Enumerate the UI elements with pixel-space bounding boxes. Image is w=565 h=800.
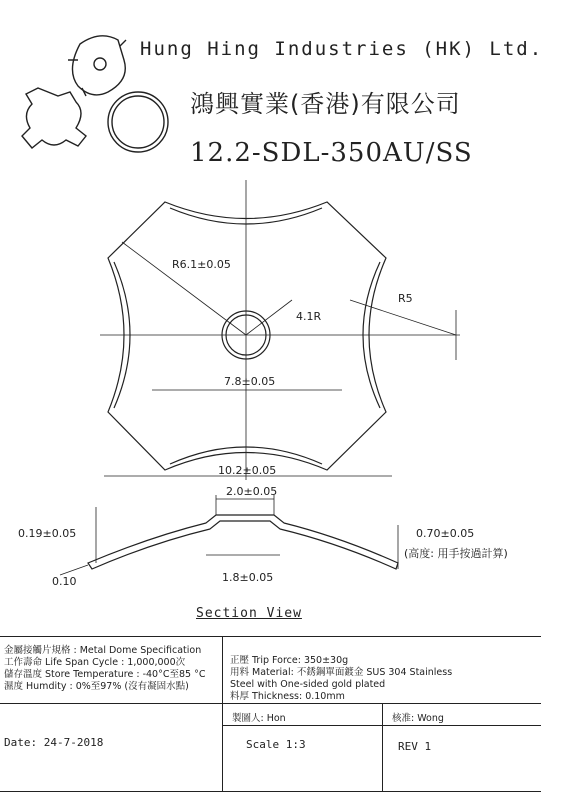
dome-thumbnails [0, 0, 190, 170]
spec-right-2: Steel with One-sided gold plated [230, 679, 386, 690]
bottom-width-label: 1.8±0.05 [222, 571, 274, 584]
spec-right-1: 用料 Material: 不銹鋼單面鍍金 SUS 304 Stainless [230, 667, 453, 678]
title-block [0, 636, 541, 792]
three-leg-dome-icon [68, 36, 126, 96]
outer-width-label: 10.2±0.05 [218, 464, 277, 477]
date: Date: 24-7-2018 [4, 736, 104, 749]
company-name-chinese: 鴻興實業(香港)有限公司 [190, 90, 461, 118]
spec-left-3: 濕度 Humdity : 0%至97% (沒有凝固水點) [4, 681, 189, 692]
company-name-english: Hung Hing Industries (HK) Ltd. [140, 38, 544, 60]
inner-radius-label: 4.1R [296, 310, 322, 323]
height-note: (高度: 用手按過計算) [404, 547, 508, 560]
section-view-drawing [0, 485, 565, 605]
checked-by: 核准: Wong [392, 713, 444, 724]
round-dome-icon [108, 92, 168, 152]
spec-left-0: 金屬接觸片規格 : Metal Dome Specification [4, 645, 202, 656]
top-width-label: 2.0±0.05 [226, 485, 278, 498]
revision: REV 1 [398, 740, 432, 753]
thickness-label: 0.10 [52, 575, 77, 588]
spec-left-1: 工作壽命 Life Span Cycle : 1,000,000次 [4, 657, 186, 668]
scale: Scale 1:3 [246, 738, 306, 751]
spec-right-3: 料厚 Thickness: 0.10mm [230, 691, 345, 702]
part-number: 12.2-SDL-350AU/SS [190, 138, 473, 168]
drawn-by: 製圖人: Hon [232, 713, 286, 724]
left-height-label: 0.19±0.05 [18, 527, 77, 540]
spec-right-0: 正壓 Trip Force: 350±30g [230, 655, 349, 666]
notch-radius-label: R5 [398, 292, 413, 305]
four-leg-dome-icon [22, 88, 86, 148]
top-view-drawing [0, 180, 565, 480]
radius-label: R6.1±0.05 [172, 258, 231, 271]
section-view-title: Section View [196, 606, 302, 621]
inner-width-label: 7.8±0.05 [224, 375, 276, 388]
spec-left-2: 儲存溫度 Store Temperature : -40°C至85 °C [4, 669, 206, 680]
height-label: 0.70±0.05 [416, 527, 475, 540]
